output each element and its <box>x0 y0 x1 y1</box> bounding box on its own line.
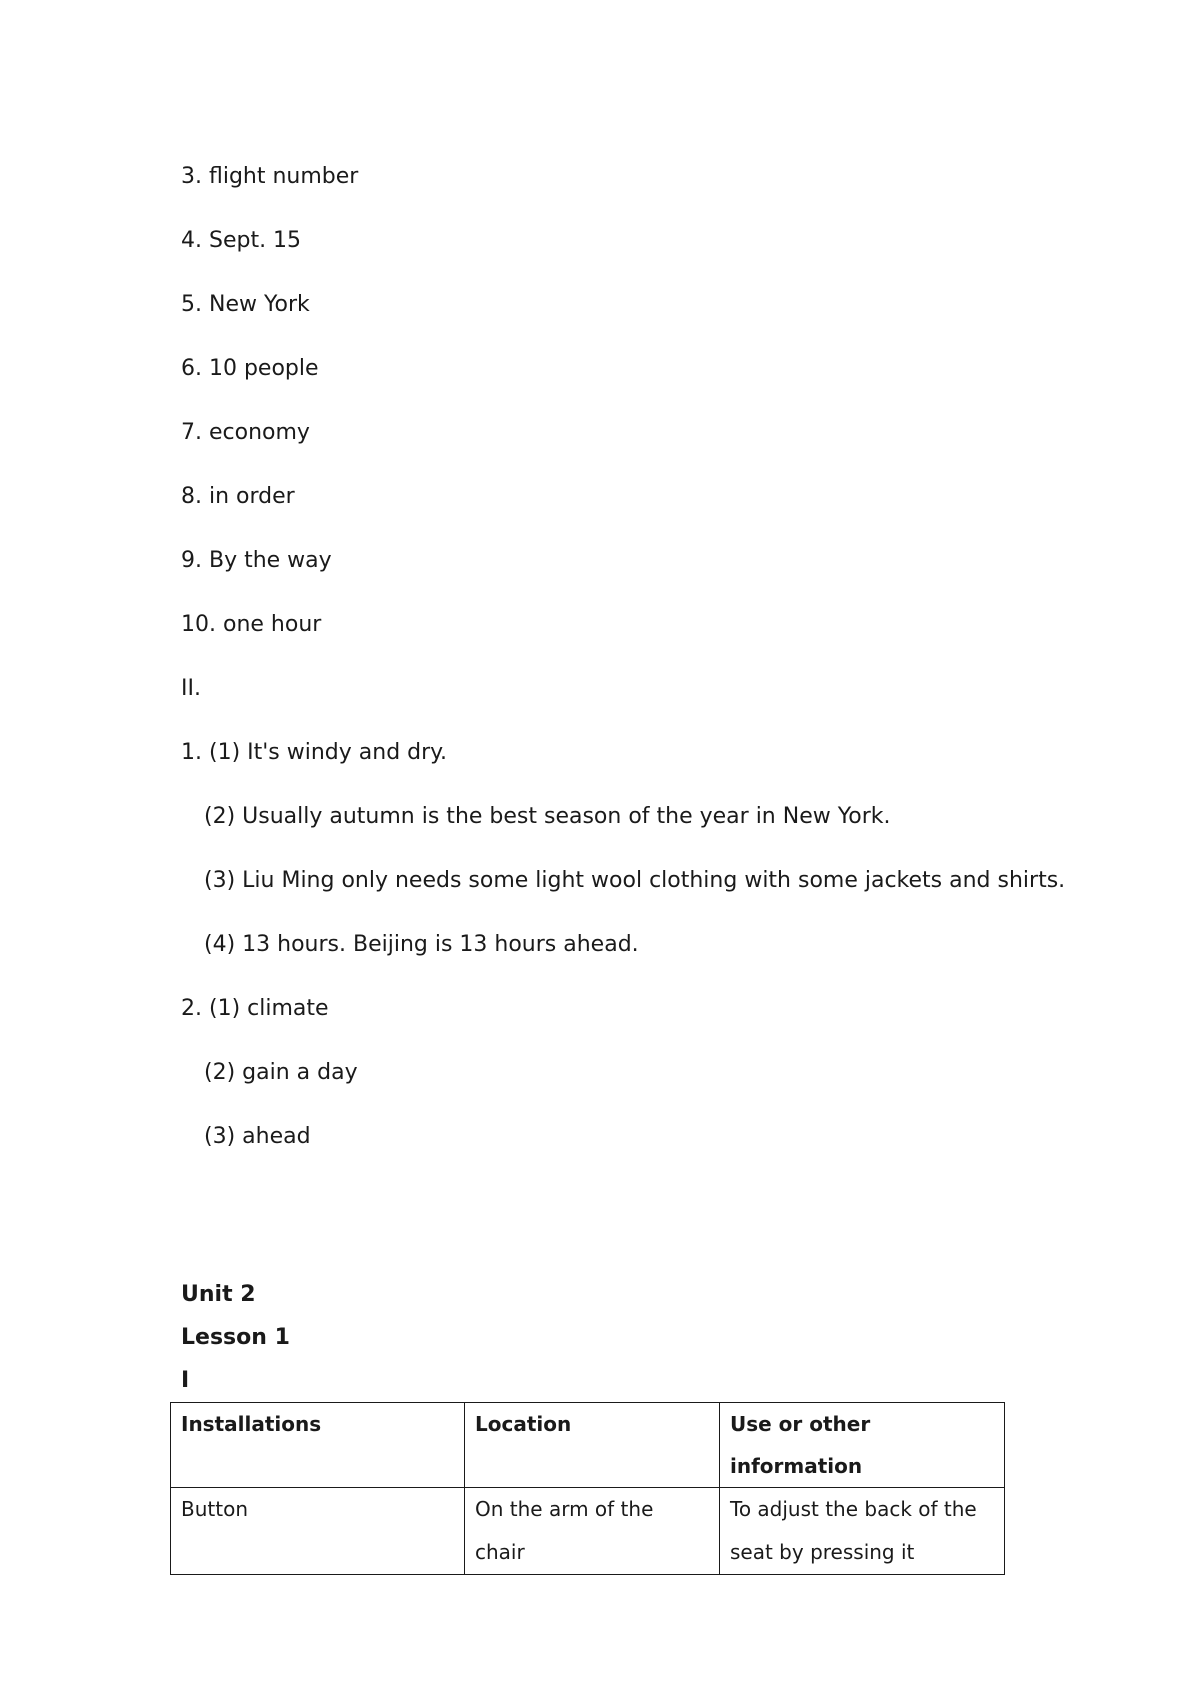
table-header-row <box>171 1403 1005 1488</box>
cell-installation: Button <box>171 1488 465 1575</box>
answer-item-7: 7. economy <box>181 420 310 445</box>
lesson-heading: Lesson 1 <box>181 1325 290 1350</box>
q1-answer-3: (3) Liu Ming only needs some light wool clothing with some jackets and shirts. <box>204 868 1066 893</box>
section-ii-heading: II. <box>181 676 201 701</box>
column-header-use: Use or other information <box>720 1403 1005 1488</box>
cell-use: To adjust the back of the seat by pressing it <box>720 1488 1005 1575</box>
answer-item-8: 8. in order <box>181 484 295 509</box>
q2-answer-2: (2) gain a day <box>204 1060 358 1085</box>
installations-table <box>170 1402 1005 1575</box>
answer-item-3: 3. flight number <box>181 164 359 189</box>
column-header-installations: Installations <box>171 1403 465 1488</box>
q1-answer-1: 1. (1) It's windy and dry. <box>181 740 448 765</box>
answer-item-6: 6. 10 people <box>181 356 319 381</box>
q2-answer-1: 2. (1) climate <box>181 996 329 1021</box>
answer-item-4: 4. Sept. 15 <box>181 228 302 253</box>
q1-answer-2: (2) Usually autumn is the best season of the year in New York. <box>204 804 891 829</box>
cell-location: On the arm of the chair <box>465 1488 720 1575</box>
answer-item-5: 5. New York <box>181 292 310 317</box>
answer-item-10: 10. one hour <box>181 612 322 637</box>
table-row <box>171 1488 1005 1575</box>
column-header-location: Location <box>465 1403 720 1488</box>
unit-heading: Unit 2 <box>181 1282 256 1307</box>
q1-answer-4: (4) 13 hours. Beijing is 13 hours ahead. <box>204 932 639 957</box>
answer-item-9: 9. By the way <box>181 548 332 573</box>
q2-answer-3: (3) ahead <box>204 1124 311 1149</box>
part-heading: I <box>181 1368 190 1393</box>
